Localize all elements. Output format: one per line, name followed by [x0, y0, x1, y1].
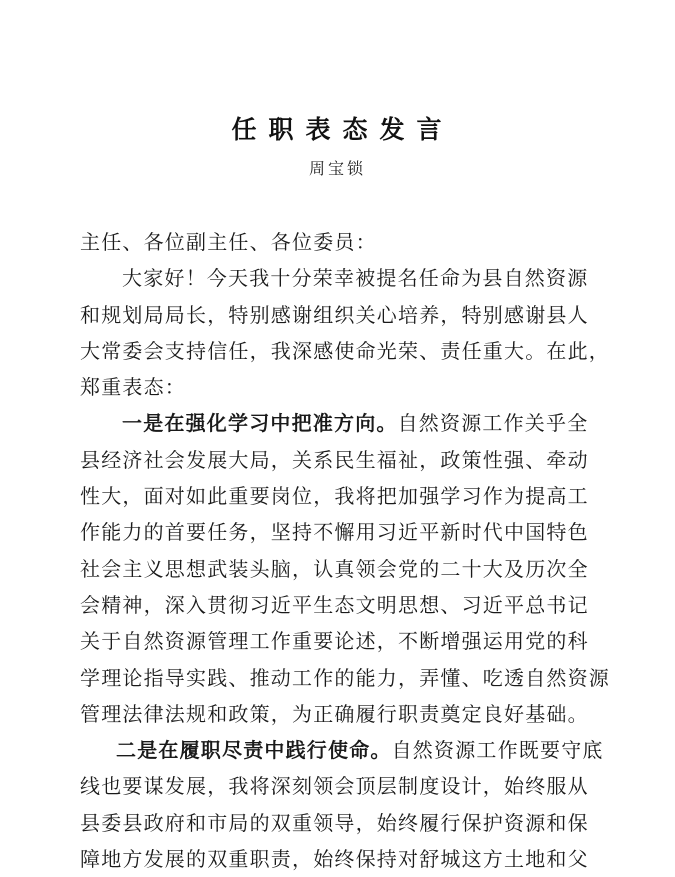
text-line: 性大，面对如此重要岗位，我将把加强学习作为提高工	[80, 484, 589, 509]
text-line: 和规划局局长，特别感谢组织关心培养，特别感谢县人	[80, 302, 589, 327]
salutation-line: 主任、各位副主任、各位委员：	[80, 230, 377, 254]
text-line: 学理论指导实践、推动工作的能力，弄懂、吃透自然资源	[80, 665, 610, 690]
document-body	[80, 224, 610, 877]
point-heading: 一是在强化学习中把准方向。	[122, 411, 398, 436]
text-line	[80, 732, 604, 768]
text-line: 大家好！今天我十分荣幸被提名任命为县自然资源	[122, 266, 589, 291]
text-line	[80, 405, 600, 441]
paragraph-point-one	[80, 405, 610, 732]
text-line: 障地方发展的双重职责，始终保持对舒城这方土地和父	[80, 847, 589, 872]
text-line: 社会主义思想武装头脑，认真领会党的二十大及历次全	[80, 556, 589, 581]
text-line: 关于自然资源管理工作重要论述，不断增强运用党的科	[80, 629, 589, 654]
text-line: 大常委会支持信任，我深感使命光荣、责任重大。在此，	[80, 338, 610, 363]
text-line: 管理法律法规和政策，为正确履行职责奠定良好基础。	[80, 701, 589, 726]
paragraph-point-two	[80, 732, 604, 877]
text-run: 自然资源工作关乎全	[397, 411, 589, 436]
text-line: 县委县政府和市局的双重领导，始终履行保护资源和保	[80, 810, 589, 835]
document-title: 任职表态发言	[231, 115, 454, 144]
document-author: 周宝锁	[308, 159, 366, 178]
text-run: 自然资源工作既要守底	[391, 738, 604, 763]
text-line: 作能力的首要任务，坚持不懈用习近平新时代中国特色	[80, 520, 589, 545]
text-line: 线也要谋发展，我将深刻领会顶层制度设计，始终服从	[80, 774, 589, 799]
point-heading: 二是在履职尽责中践行使命。	[116, 738, 392, 763]
text-line: 郑重表态：	[80, 375, 186, 400]
salutation	[80, 224, 600, 260]
text-line: 会精神，深入贯彻习近平生态文明思想、习近平总书记	[80, 592, 589, 617]
paragraph-greeting	[80, 260, 610, 405]
text-line: 县经济社会发展大局，关系民生福祉，政策性强、牵动	[80, 447, 589, 472]
